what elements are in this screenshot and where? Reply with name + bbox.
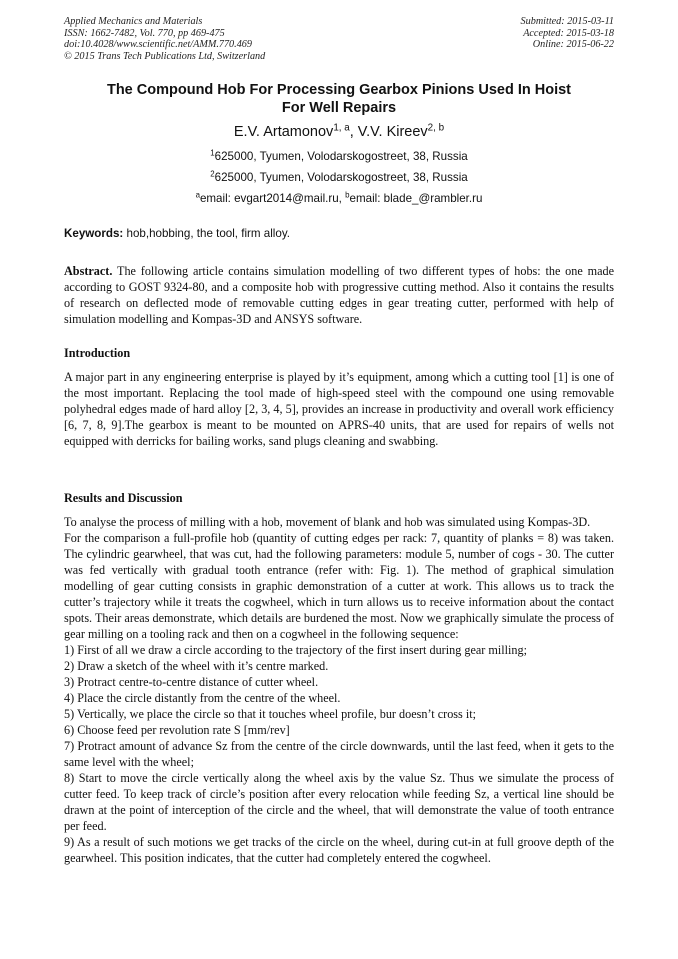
results-step-6: 6) Choose feed per revolution rate S [mm/rev] [64, 723, 290, 737]
keywords [64, 227, 290, 241]
email-b: email: blade_@rambler.ru [349, 192, 483, 205]
doi-line: doi:10.4028/www.scientific.net/AMM.770.469 [64, 39, 252, 51]
copyright-line: © 2015 Trans Tech Publications Ltd, Switzerland [64, 50, 266, 62]
results-heading: Results and Discussion [64, 491, 183, 505]
author-1: E.V. Artamonov [233, 124, 334, 140]
online-date: Online: 2015-06-22 [532, 39, 614, 51]
introduction-body [64, 369, 614, 449]
email-a: email: evgart2014@mail.ru, [199, 192, 346, 205]
submitted-date: Submitted: 2015-03-11 [520, 16, 614, 27]
paper-title [64, 81, 614, 117]
results-paragraph-1: To analyse the process of milling with a hob, movement of blank and hob was simulated using Kompas-3D. [64, 515, 591, 529]
abstract-text: The following article contains simulation modelling of two different types of hobs: the one made according to GOST 9324-80, and a composite hob with progressive cutting method. Also it contains the results of research on deflected mode of removable cutting edges in gear treating cutter, performed with help of simulation modelling and Kompas-3D and ANSYS software. [64, 264, 614, 326]
results-step-3: 3) Protract centre-to-centre distance of cutter wheel. [64, 675, 319, 689]
author-2-superscript: 2, b [427, 122, 445, 134]
author-1-superscript: 1, a [333, 122, 350, 134]
accepted-date: Accepted: 2015-03-18 [523, 27, 614, 39]
author-2: V.V. Kireev [357, 124, 428, 140]
results-step-5: 5) Vertically, we place the circle so that it touches wheel profile, bur doesn’t cross it; [64, 707, 476, 721]
affiliation-1 [64, 150, 614, 164]
email-line [64, 192, 614, 206]
results-step-9: 9) As a result of such motions we get tracks of the circle on the wheel, during cut-in at full groove depth of the gearwheel. This position indicates, that the cutter had completely entered the cogwheel. [64, 835, 614, 865]
affiliation-2-superscript: 2 [210, 169, 215, 179]
results-step-8: 8) Start to move the circle vertically along the wheel axis by the value Sz. Thus we simulate the process of cutter feed. To keep track of circle’s position after every relocation while feeding Sz, a vertical line should be drawn at the point of interception of the circle and the wheel, that will demonstrate the value of tooth entrance per feed. [64, 771, 614, 833]
results-step-1: 1) First of all we draw a circle according to the trajectory of the first insert during gear milling; [64, 643, 527, 657]
results-paragraph-2: For the comparison a full-profile hob (quantity of cutting edges per rack: 7, quantity of planks = 8) was taken. The cylindric gearwheel, that was cut, had the following parameters: module 5, number of cogs - 30. The cutter was fed vertically with gradual tooth entrance (refer with: Fig. 1). The method of graphical simulation modelling of gear cutting consists in graphic demonstration of a cutter at work. This allows us to track the cutter’s trajectory while it treats the cogwheel, which in turn allows us to receive information about the contact spots. Their areas demonstrate, which details are burdened the most. Now we graphically simulate the process of gear milling on a tooling rack and then on a cogwheel in the following sequence: [64, 531, 614, 641]
introduction-heading: Introduction [64, 346, 131, 360]
results-body [64, 514, 614, 866]
email-a-superscript: a [195, 190, 200, 200]
title-line-2: For Well Repairs [281, 100, 397, 116]
affiliation-1-superscript: 1 [210, 148, 215, 158]
abstract-label: Abstract. [64, 264, 113, 278]
keywords-text: hob,hobbing, the tool, firm alloy. [123, 227, 290, 240]
affiliation-2 [64, 171, 614, 185]
journal-name: Applied Mechanics and Materials [64, 16, 203, 27]
affiliation-1-text: 625000, Tyumen, Volodarskogostreet, 38, Russia [214, 150, 468, 163]
journal-info [64, 16, 265, 62]
affiliation-2-text: 625000, Tyumen, Volodarskogostreet, 38, Russia [214, 171, 468, 184]
author-separator: , [349, 124, 358, 140]
introduction-paragraph: A major part in any engineering enterprise is played by it’s equipment, among which a cutting tool [1] is one of the most important. Replacing the tool made of high-speed steel with the compound one using removable polyhedral edges made of hard alloy [2, 3, 4, 5], provides an increase in productivity and overall work efficiency [6, 7, 8, 9].The gearbox is meant to be mounted on APRS-40 units, that are used for repairs of wells not equipped with derricks for bailing works, sand plugs cleaning and swabbing. [64, 370, 614, 448]
publication-dates [521, 16, 614, 51]
results-step-7: 7) Protract amount of advance Sz from the centre of the circle downwards, until the last feed, when it gets to the same level with the wheel; [64, 739, 614, 769]
author-list [64, 123, 614, 141]
email-b-superscript: b [345, 190, 350, 200]
abstract [64, 263, 614, 327]
results-step-4: 4) Place the circle distantly from the centre of the wheel. [64, 691, 341, 705]
results-step-2: 2) Draw a sketch of the wheel with it’s centre marked. [64, 659, 329, 673]
issn-line: ISSN: 1662-7482, Vol. 770, pp 469-475 [64, 27, 225, 39]
title-line-1: The Compound Hob For Processing Gearbox Pinions Used In Hoist [106, 82, 572, 98]
keywords-label: Keywords: [64, 227, 124, 240]
